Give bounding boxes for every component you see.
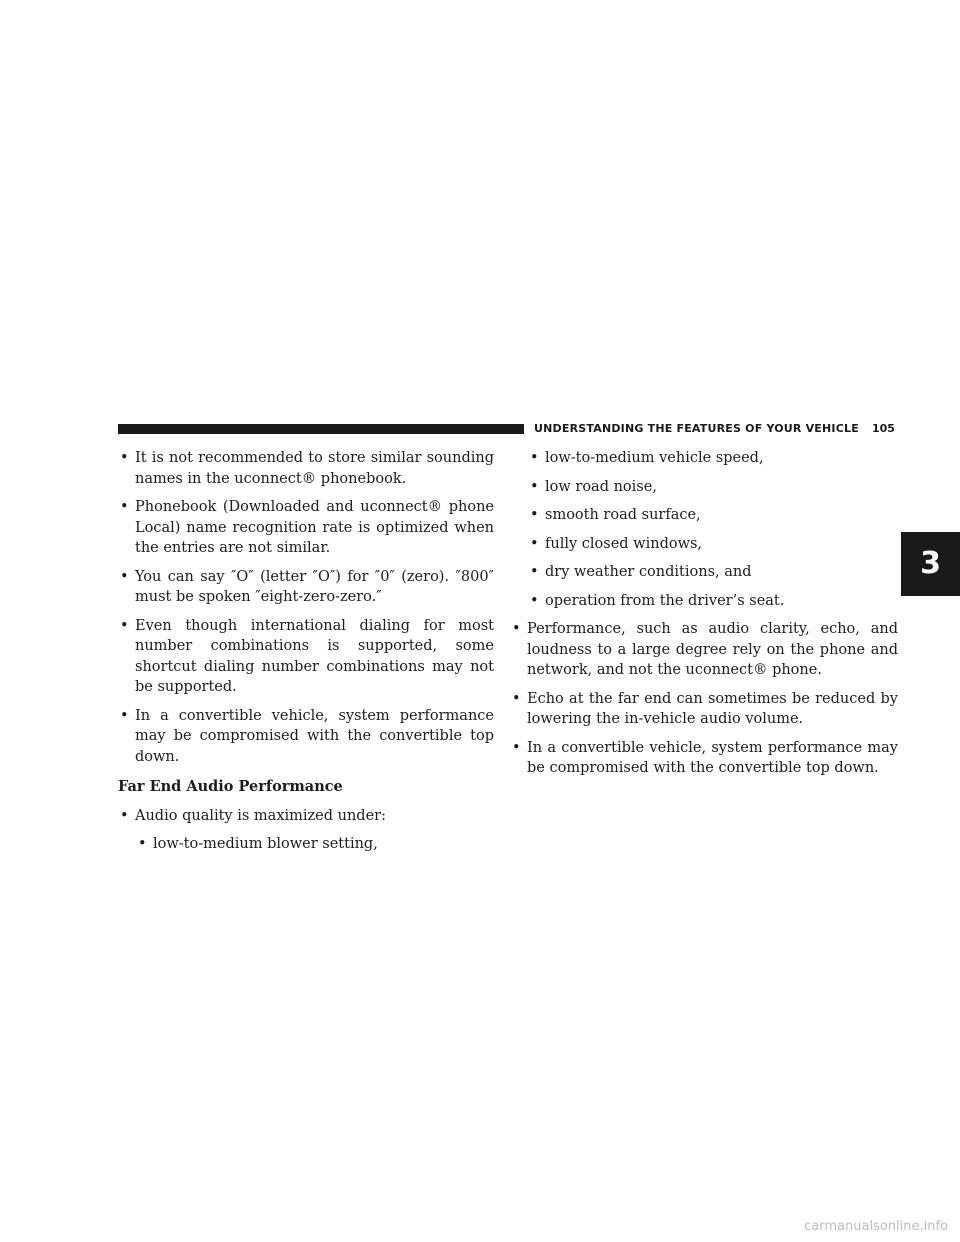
sub-list-item: • low road noise, — [528, 477, 898, 498]
list-item: • In a convertible vehicle, system performance may be compromised with the convertible top down. — [120, 707, 494, 765]
left-column — [118, 448, 494, 863]
list-item: • Echo at the far end can sometimes be reduced by lowering the in-vehicle audio volume. — [512, 690, 898, 727]
page-number: 105 — [872, 422, 895, 435]
section-title: UNDERSTANDING THE FEATURES OF YOUR VEHICLE — [534, 422, 859, 435]
bullet-icon: • — [120, 568, 129, 585]
bullet-icon: • — [530, 478, 539, 495]
sub-list-item: • low-to-medium blower setting, — [136, 834, 494, 855]
bullet-icon: • — [120, 450, 129, 466]
chapter-tab: 3 — [901, 532, 960, 596]
subsection-heading: Far End Audio Performance — [118, 778, 343, 795]
bullet-icon: • — [530, 507, 539, 523]
bullet-icon: • — [530, 564, 539, 580]
watermark: carmanualsonline.info — [804, 1219, 948, 1234]
list-item: • Even though international dialing for most number combinations is supported, some shortcut dialing number combinations may not be supported. — [120, 617, 494, 695]
bullet-icon: • — [512, 739, 521, 756]
bullet-icon: • — [512, 621, 521, 637]
list-item: • Performance, such as audio clarity, echo, and loudness to a large degree rely on the phone and network, and not the uconnect® phone. — [512, 621, 898, 678]
bullet-icon: • — [530, 535, 539, 552]
list-item: • It is not recommended to store similar sounding names in the uconnect® phonebook. — [120, 450, 494, 487]
bullet-icon: • — [530, 592, 539, 609]
sub-list-item: • operation from the driver’s seat. — [528, 591, 898, 612]
bullet-icon: • — [512, 690, 521, 707]
bullet-icon: • — [120, 499, 129, 515]
list-item: • Phonebook (Downloaded and uconnect® phone Local) name recognition rate is optimized when the entries are not similar. — [120, 499, 494, 556]
bullet-icon: • — [530, 450, 539, 466]
sub-list-item: • fully closed windows, — [528, 534, 898, 555]
list-item: • You can say ″O″ (letter ″O″) for ″0″ (zero). ″800″ must be spoken ″eight-zero-zero.″ — [120, 568, 494, 605]
sub-list-item: • smooth road surface, — [528, 505, 898, 526]
right-column — [510, 448, 898, 787]
list-item: • Audio quality is maximized under: — [118, 806, 494, 827]
bullet-icon: • — [120, 707, 129, 724]
sub-list-item: • dry weather conditions, and — [528, 562, 898, 583]
sub-list-item: • low-to-medium vehicle speed, — [528, 448, 898, 469]
bullet-icon: • — [120, 617, 129, 634]
list-item: • In a convertible vehicle, system performance may be compromised with the convertible top down. — [512, 739, 898, 776]
page-header — [0, 422, 960, 436]
header-rule — [118, 424, 524, 434]
bullet-icon: • — [138, 836, 147, 852]
bullet-icon: • — [120, 807, 129, 824]
